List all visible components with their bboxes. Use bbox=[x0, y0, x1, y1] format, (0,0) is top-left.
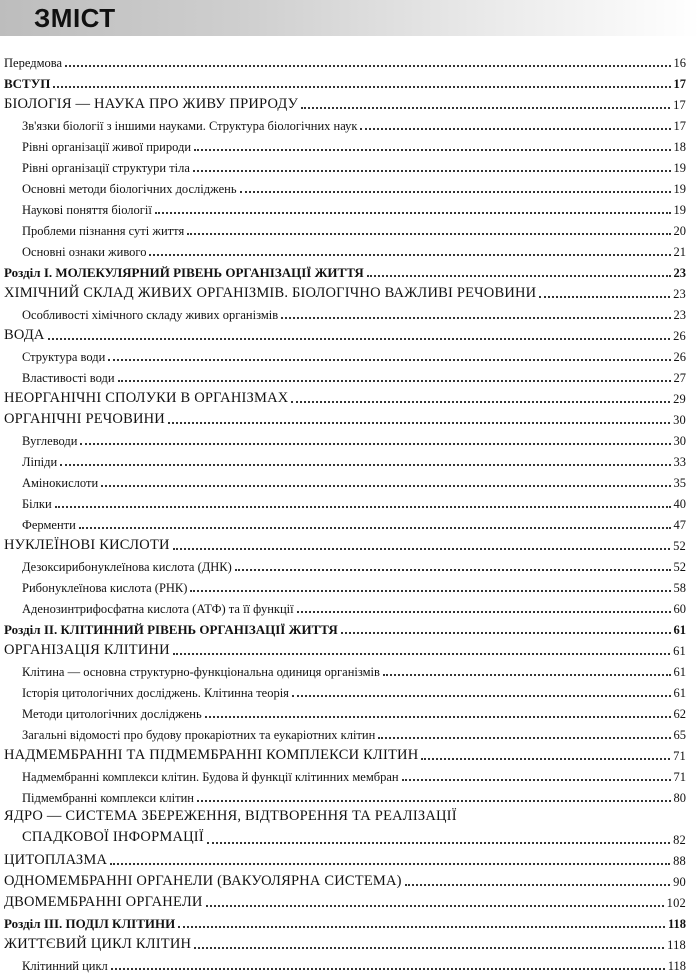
dot-leader bbox=[297, 611, 671, 613]
toc-entry-title: Особливості хімічного складу живих організмів bbox=[22, 308, 279, 322]
toc-entry bbox=[0, 218, 700, 239]
toc-page-number: 33 bbox=[673, 455, 686, 469]
toc-entry-title: ОДНОМЕМБРАННІ ОРГАНЕЛИ (ВАКУОЛЯРНА СИСТЕМА) bbox=[4, 873, 402, 889]
toc-page-number: 17 bbox=[673, 77, 686, 91]
toc-entry bbox=[0, 176, 700, 197]
toc-entry bbox=[0, 365, 700, 386]
toc-page-number: 65 bbox=[673, 728, 686, 742]
toc-entry-title: Передмова bbox=[4, 56, 63, 70]
toc-entry-title: Проблеми пізнання суті життя bbox=[22, 224, 185, 238]
toc-entry bbox=[0, 722, 700, 743]
toc-entry-title: Рівні організації живої природи bbox=[22, 140, 192, 154]
toc-entry-title: ВСТУП bbox=[4, 76, 51, 91]
dot-leader bbox=[341, 632, 671, 634]
toc-entry bbox=[0, 407, 700, 428]
toc-page-number: 19 bbox=[673, 182, 686, 196]
dot-leader bbox=[149, 254, 670, 256]
dot-leader bbox=[173, 653, 670, 655]
toc-entry bbox=[0, 680, 700, 701]
dot-leader bbox=[108, 359, 670, 361]
toc-entry-title: Наукові поняття біології bbox=[22, 203, 152, 217]
page-title: ЗМІСТ bbox=[34, 3, 116, 33]
toc-page-number: 17 bbox=[673, 98, 686, 112]
toc-entry bbox=[0, 260, 700, 281]
toc-entry bbox=[0, 596, 700, 617]
dot-leader bbox=[53, 86, 670, 88]
dot-leader bbox=[205, 716, 671, 718]
dot-leader bbox=[194, 149, 670, 151]
dot-leader bbox=[178, 926, 665, 928]
toc-page-number: 16 bbox=[673, 56, 686, 70]
dot-leader bbox=[383, 674, 671, 676]
toc-entry bbox=[0, 848, 700, 869]
toc-entry-title: Клітинний цикл bbox=[22, 959, 108, 973]
dot-leader bbox=[65, 65, 670, 67]
toc-page-number: 61 bbox=[673, 623, 686, 637]
toc-page-number: 61 bbox=[673, 665, 686, 679]
toc-entry-title: НУКЛЕЇНОВІ КИСЛОТИ bbox=[4, 537, 170, 553]
dot-leader bbox=[207, 842, 670, 844]
toc-page-number: 35 bbox=[673, 476, 686, 490]
toc-page-number: 118 bbox=[667, 938, 686, 952]
dot-leader bbox=[168, 422, 670, 424]
dot-leader bbox=[55, 506, 671, 508]
toc-entry bbox=[0, 470, 700, 491]
toc-page-number: 27 bbox=[673, 371, 686, 385]
toc-entry-title: Історія цитологічних досліджень. Клітинна теорія bbox=[22, 686, 289, 700]
toc-entry-title: Вуглеводи bbox=[22, 434, 78, 448]
toc-page-number: 19 bbox=[673, 203, 686, 217]
toc-entry bbox=[0, 302, 700, 323]
toc-entry-title: Ліпіди bbox=[22, 455, 58, 469]
toc-page-number: 52 bbox=[673, 560, 686, 574]
toc-entry bbox=[0, 869, 700, 890]
dot-leader bbox=[190, 590, 670, 592]
toc-entry-title: Клітина — основна структурно-функціональна одиниця організмів bbox=[22, 665, 380, 679]
toc-entry-title-continued: СПАДКОВОЇ ІНФОРМАЦІЇ bbox=[22, 829, 204, 845]
dot-leader bbox=[80, 443, 670, 445]
toc-entry bbox=[0, 701, 700, 722]
toc-page-number: 52 bbox=[673, 539, 686, 553]
toc-entry-title: Структура води bbox=[22, 350, 106, 364]
toc-page-number: 18 bbox=[673, 140, 686, 154]
toc-entry-title: ДВОМЕМБРАННІ ОРГАНЕЛИ bbox=[4, 894, 203, 910]
toc-page-number: 30 bbox=[673, 413, 686, 427]
dot-leader bbox=[187, 233, 670, 235]
toc-page-number: 61 bbox=[673, 686, 686, 700]
dot-leader bbox=[360, 128, 670, 130]
toc-entry bbox=[0, 659, 700, 680]
table-of-contents bbox=[0, 50, 700, 974]
toc-entry bbox=[0, 638, 700, 659]
dot-leader bbox=[421, 758, 670, 760]
toc-page-number: 118 bbox=[667, 917, 686, 931]
toc-entry-title: Основні ознаки живого bbox=[22, 245, 147, 259]
toc-page-number: 71 bbox=[673, 749, 686, 763]
dot-leader bbox=[539, 296, 670, 298]
toc-page-number: 88 bbox=[673, 854, 686, 868]
toc-entry bbox=[0, 932, 700, 953]
dot-leader bbox=[292, 695, 671, 697]
dot-leader bbox=[110, 863, 670, 865]
toc-entry-title: Дезоксирибонуклеїнова кислота (ДНК) bbox=[22, 560, 232, 574]
toc-entry bbox=[0, 743, 700, 764]
toc-page-number: 90 bbox=[673, 875, 686, 889]
dot-leader bbox=[378, 737, 670, 739]
toc-page-number: 17 bbox=[673, 119, 686, 133]
toc-page-number: 19 bbox=[673, 161, 686, 175]
toc-entry bbox=[0, 50, 700, 71]
toc-entry bbox=[0, 386, 700, 407]
dot-leader bbox=[79, 527, 671, 529]
toc-entry-title: Рибонуклеїнова кислота (РНК) bbox=[22, 581, 188, 595]
toc-page-number: 61 bbox=[673, 644, 686, 658]
toc-page-number: 47 bbox=[673, 518, 686, 532]
toc-page-number: 80 bbox=[673, 791, 686, 805]
toc-entry bbox=[0, 281, 700, 302]
dot-leader bbox=[118, 380, 671, 382]
toc-entry bbox=[0, 512, 700, 533]
toc-entry bbox=[0, 911, 700, 932]
toc-page-number: 102 bbox=[666, 896, 686, 910]
toc-entry bbox=[0, 533, 700, 554]
toc-page-number: 23 bbox=[673, 287, 686, 301]
dot-leader bbox=[291, 401, 670, 403]
toc-entry bbox=[0, 554, 700, 575]
toc-page-number: 23 bbox=[673, 266, 686, 280]
toc-entry-title: Амінокислоти bbox=[22, 476, 99, 490]
toc-entry bbox=[0, 785, 700, 806]
dot-leader bbox=[48, 338, 671, 340]
toc-entry-title: Надмембранні комплекси клітин. Будова й функції клітинних мембран bbox=[22, 770, 399, 784]
toc-entry-title: Ферменти bbox=[22, 518, 76, 532]
toc-entry bbox=[0, 155, 700, 176]
toc-entry-title: ЖИТТЄВИЙ ЦИКЛ КЛІТИН bbox=[4, 936, 192, 952]
toc-entry-title: Властивості води bbox=[22, 371, 115, 385]
toc-entry-title: ЦИТОПЛАЗМА bbox=[4, 852, 108, 868]
dot-leader bbox=[281, 317, 670, 319]
toc-entry-title: Рівні організації структури тіла bbox=[22, 161, 190, 175]
toc-page-number: 58 bbox=[673, 581, 686, 595]
dot-leader bbox=[60, 464, 670, 466]
toc-page-number: 21 bbox=[673, 245, 686, 259]
toc-entry-title: Зв'язки біології з іншими науками. Структура біологічних наук bbox=[22, 119, 358, 133]
toc-entry-title: ОРГАНІЧНІ РЕЧОВИНИ bbox=[4, 411, 165, 427]
dot-leader bbox=[101, 485, 670, 487]
dot-leader bbox=[240, 191, 671, 193]
toc-page-number: 62 bbox=[673, 707, 686, 721]
toc-entry bbox=[0, 197, 700, 218]
toc-page-number: 40 bbox=[673, 497, 686, 511]
dot-leader bbox=[193, 170, 671, 172]
dot-leader bbox=[111, 968, 665, 970]
toc-entry-title: Загальні відомості про будову прокаріотних та еукаріотних клітин bbox=[22, 728, 376, 742]
toc-entry bbox=[0, 575, 700, 596]
toc-entry bbox=[0, 344, 700, 365]
toc-entry-title: БІОЛОГІЯ — НАУКА ПРО ЖИВУ ПРИРОДУ bbox=[4, 96, 299, 112]
dot-leader bbox=[194, 947, 664, 949]
toc-entry-title: ОРГАНІЗАЦІЯ КЛІТИНИ bbox=[4, 642, 170, 658]
toc-page-number: 29 bbox=[673, 392, 686, 406]
toc-entry-title: ХІМІЧНИЙ СКЛАД ЖИВИХ ОРГАНІЗМІВ. БІОЛОГІЧНО ВАЖЛИВІ РЕЧОВИНИ bbox=[4, 285, 537, 301]
toc-entry bbox=[0, 239, 700, 260]
toc-entry bbox=[0, 92, 700, 113]
toc-entry bbox=[0, 71, 700, 92]
toc-entry-title: Розділ ІІІ. ПОДІЛ КЛІТИНИ bbox=[4, 916, 176, 931]
toc-entry bbox=[0, 764, 700, 785]
dot-leader bbox=[402, 779, 671, 781]
toc-page-number: 23 bbox=[673, 308, 686, 322]
toc-entry bbox=[0, 491, 700, 512]
toc-entry-title: Аденозинтрифосфатна кислота (АТФ) та її функції bbox=[22, 602, 294, 616]
toc-entry bbox=[0, 890, 700, 911]
toc-entry-title: НЕОРГАНІЧНІ СПОЛУКИ В ОРГАНІЗМАХ bbox=[4, 390, 289, 406]
toc-entry bbox=[0, 323, 700, 344]
toc-entry-title: Підмембранні комплекси клітин bbox=[22, 791, 194, 805]
toc-page-number: 30 bbox=[673, 434, 686, 448]
toc-entry-title: НАДМЕМБРАННІ ТА ПІДМЕМБРАННІ КОМПЛЕКСИ КЛІТИН bbox=[4, 747, 419, 763]
toc-entry-title: ЯДРО — СИСТЕМА ЗБЕРЕЖЕННЯ, ВІДТВОРЕННЯ ТА РЕАЛІЗАЦІЇ bbox=[4, 808, 457, 824]
toc-page-number: 20 bbox=[673, 224, 686, 238]
toc-entry bbox=[0, 134, 700, 155]
toc-page-number: 26 bbox=[673, 350, 686, 364]
dot-leader bbox=[367, 275, 671, 277]
dot-leader bbox=[206, 905, 664, 907]
toc-page-number: 82 bbox=[673, 833, 686, 847]
toc-entry-title: Основні методи біологічних досліджень bbox=[22, 182, 237, 196]
toc-page-number: 60 bbox=[673, 602, 686, 616]
toc-page-number: 71 bbox=[673, 770, 686, 784]
toc-entry-title: ВОДА bbox=[4, 327, 45, 343]
toc-page-number: 118 bbox=[667, 959, 686, 973]
toc-entry-title: Методи цитологічних досліджень bbox=[22, 707, 202, 721]
dot-leader bbox=[173, 548, 670, 550]
dot-leader bbox=[197, 800, 671, 802]
toc-entry-title: Білки bbox=[22, 497, 52, 511]
toc-entry-title: Розділ І. МОЛЕКУЛЯРНИЙ РІВЕНЬ ОРГАНІЗАЦІЇ ЖИТТЯ bbox=[4, 265, 364, 280]
toc-entry bbox=[0, 113, 700, 134]
toc-entry bbox=[0, 449, 700, 470]
toc-page-number: 26 bbox=[673, 329, 686, 343]
toc-entry bbox=[0, 806, 700, 848]
toc-entry bbox=[0, 617, 700, 638]
dot-leader bbox=[155, 212, 671, 214]
toc-entry bbox=[0, 953, 700, 974]
toc-entry-title: Розділ ІІ. КЛІТИННИЙ РІВЕНЬ ОРГАНІЗАЦІЇ ЖИТТЯ bbox=[4, 622, 338, 637]
dot-leader bbox=[301, 107, 670, 109]
toc-entry bbox=[0, 428, 700, 449]
dot-leader bbox=[405, 884, 670, 886]
dot-leader bbox=[235, 569, 671, 571]
